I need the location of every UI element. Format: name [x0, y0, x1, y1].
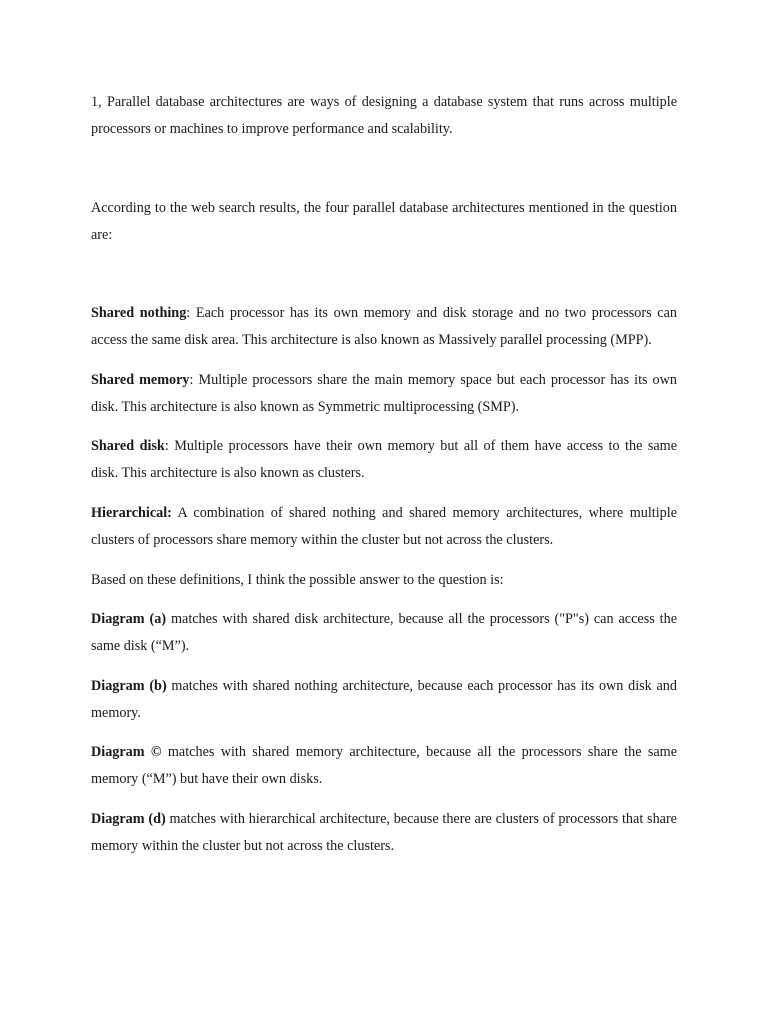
diagram-term: Diagram (d) [91, 811, 166, 827]
definition-text: : Multiple processors have their own memory but all of them have access to the same disk. This architecture is also known as clusters. [91, 438, 677, 481]
diagram-term: Diagram (a) [91, 611, 167, 627]
diagram-text: matches with hierarchical architecture, because there are clusters of processors that share memory within the cluster but not across the clusters. [91, 811, 677, 854]
according-paragraph: According to the web search results, the four parallel database architectures mentioned in the question are: [91, 200, 677, 243]
diagram-d-paragraph [91, 806, 677, 860]
definition-shared-nothing [91, 300, 677, 354]
definition-text: : Multiple processors share the main memory space but each processor has its own disk. This architecture is also known as Symmetric multiprocessing (SMP). [91, 372, 677, 415]
definition-term: Shared nothing [91, 305, 187, 321]
definition-text: A combination of shared nothing and shared memory architectures, where multiple clusters of processors share memory within the cluster but not across the clusters. [91, 505, 677, 548]
definition-hierarchical [91, 500, 677, 554]
definition-term: Shared disk [91, 438, 165, 454]
diagram-c-paragraph [91, 739, 677, 793]
definition-text: : Each processor has its own memory and disk storage and no two processors can access the same disk area. This architecture is also known as Massively parallel processing (MPP). [91, 305, 677, 348]
definition-shared-disk [91, 433, 677, 487]
definition-shared-memory [91, 367, 677, 421]
diagram-text: matches with shared memory architecture, because all the processors share the same memory (“M”) but have their own disks. [91, 744, 677, 787]
diagram-term: Diagram (b) [91, 678, 167, 694]
based-paragraph: Based on these definitions, I think the possible answer to the question is: [91, 572, 504, 588]
diagram-b-paragraph [91, 673, 677, 727]
definition-term: Shared memory [91, 372, 190, 388]
diagram-term: Diagram © [91, 744, 162, 760]
definition-term: Hierarchical: [91, 505, 172, 521]
diagram-text: matches with shared nothing architecture, because each processor has its own disk and memory. [91, 678, 677, 721]
document-page [91, 0, 677, 1024]
diagram-text: matches with shared disk architecture, because all the processors ("P"s) can access the same disk (“M”). [91, 611, 677, 654]
diagram-a-paragraph [91, 606, 677, 660]
intro-paragraph: 1, Parallel database architectures are ways of designing a database system that runs across multiple processors or machines to improve performance and scalability. [91, 94, 677, 137]
